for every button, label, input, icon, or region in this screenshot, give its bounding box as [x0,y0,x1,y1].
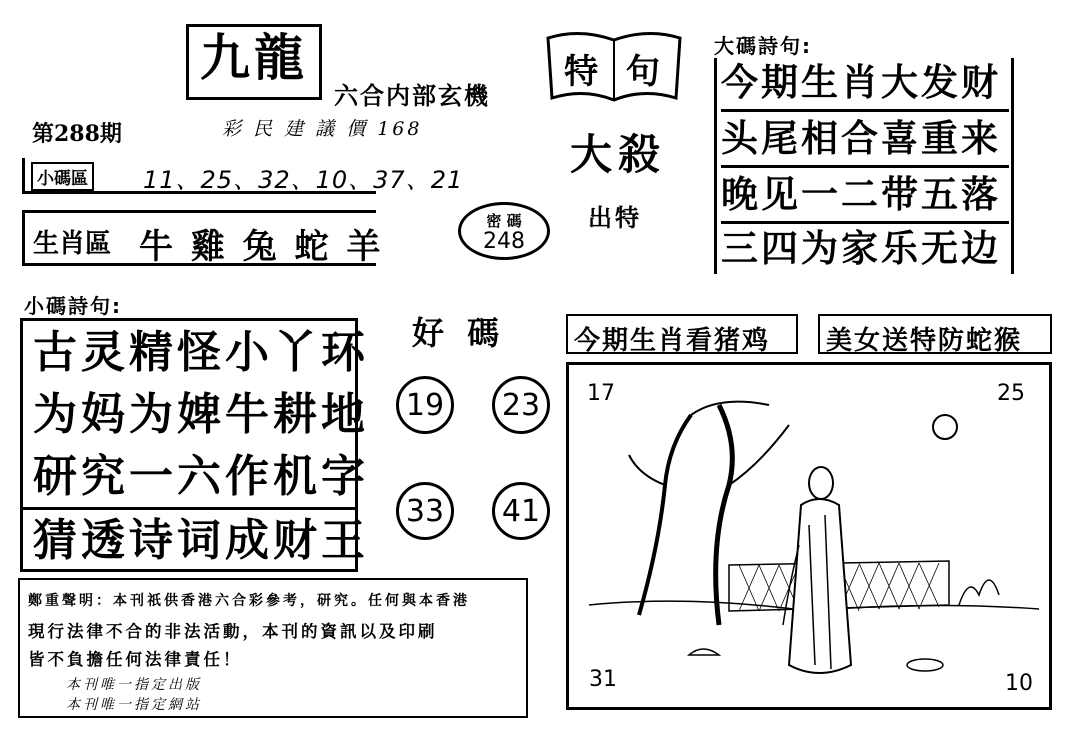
disclaimer-line-1: 鄭重聲明：本刊祇供香港六合彩參考，研究。任何與本香港 [28,593,470,609]
issue-number: 第288期 [32,121,122,147]
big-poem-title: 大碼詩句: [714,34,812,58]
corner-number-top-right: 25 [997,381,1025,406]
header-subtitle: 六合内部玄機 [334,82,490,110]
big-poem-line-3: 晚见一二带五落 [721,176,1009,224]
good-codes-title: 好 碼 [412,314,506,352]
disclaimer-box [18,578,528,718]
good-code-23: 23 [492,376,550,434]
price-line: 彩 民 建 議 價 168 [222,118,423,140]
secret-code-value: 248 [483,229,525,254]
special-phrase-note: 出特 [588,204,642,232]
good-code-19: 19 [396,376,454,434]
small-poem-line-2: 为妈为婢牛耕地 [33,389,369,440]
special-phrase-title: 特 句 [564,52,668,92]
corner-number-top-left: 17 [587,381,615,406]
publisher-line-2: 本刊唯一指定網站 [66,697,202,713]
small-code-numbers: 11、25、32、10、37、21 [143,166,464,194]
big-poem-line-1: 今期生肖大发财 [721,64,1009,112]
illustration-frame [566,362,1052,710]
zodiac-row [22,210,384,267]
small-poem-line-4: 猜透诗词成财王 [33,515,369,566]
corner-number-bottom-right: 10 [1005,671,1033,696]
hint-right: 美女送特防蛇猴 [818,314,1052,354]
zodiac-animals: 牛 雞 兔 蛇 羊 [139,227,384,267]
disclaimer-line-3: 皆不負擔任何法律責任！ [28,650,243,669]
small-poem-divider [23,507,355,510]
publisher-line-1: 本刊唯一指定出版 [66,677,202,693]
small-code-row [22,158,464,194]
secret-code-oval [458,202,550,260]
special-phrase: 大殺 [570,130,667,179]
small-poem-line-1: 古灵精怪小丫环 [33,327,369,378]
big-poem-box [714,58,1014,274]
small-code-label: 小碼區 [31,162,94,191]
brand-title: 九龍 [200,29,308,87]
big-poem-line-2: 头尾相合喜重来 [721,120,1009,168]
corner-number-bottom-left: 31 [589,667,617,692]
small-poem-box [20,318,369,572]
big-poem-line-4: 三四为家乐无边 [721,227,1001,270]
disclaimer-line-2: 現行法律不合的非法活動，本刊的資訊以及印刷 [28,622,438,641]
good-code-33: 33 [396,482,454,540]
small-poem-line-3: 研究一六作机字 [33,451,369,502]
good-code-41: 41 [492,482,550,540]
brand-box [186,24,322,100]
zodiac-label: 生肖區 [33,229,112,259]
hint-left: 今期生肖看猪鸡 [566,314,798,354]
illustration [569,365,1049,707]
small-poem-title: 小碼詩句: [24,294,122,318]
secret-code-label: 密 碼 [486,212,522,230]
